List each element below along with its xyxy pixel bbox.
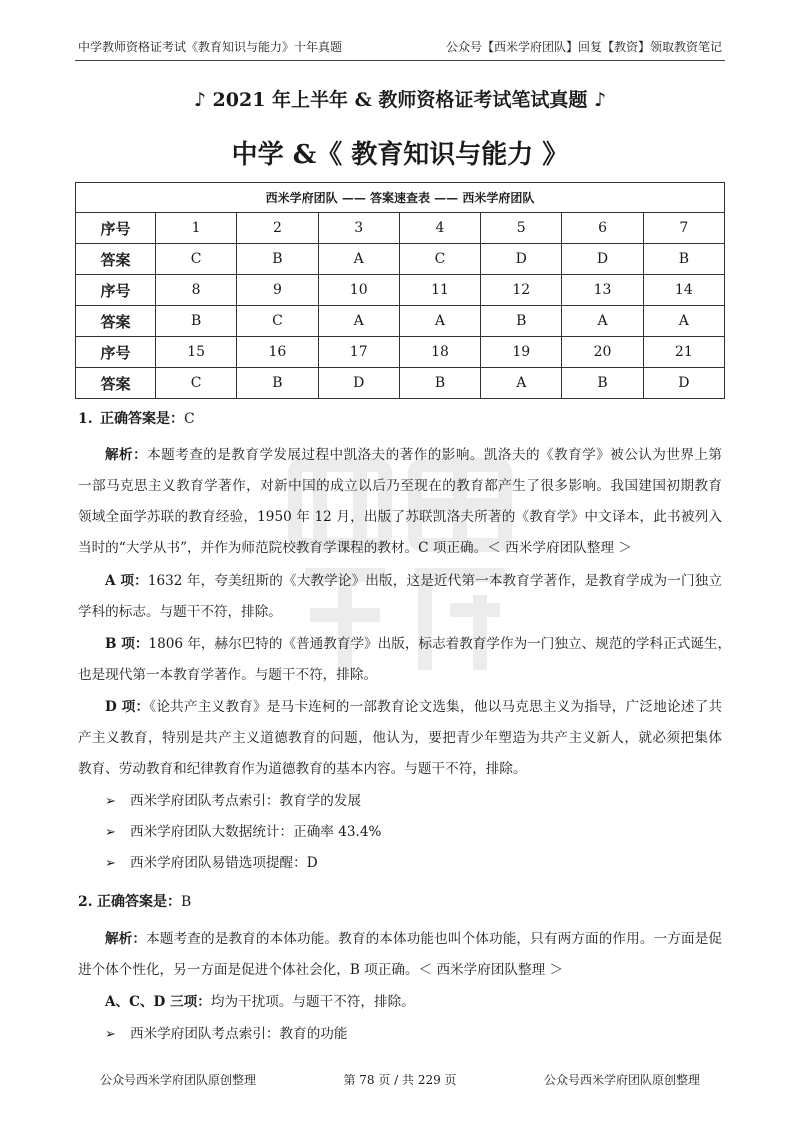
table-cell: 12 xyxy=(481,275,562,306)
question-2-notes xyxy=(78,1019,722,1050)
header-right-text: 公众号【西米学府团队】回复【教资】领取教资笔记 xyxy=(445,40,722,54)
option-label: B 项： xyxy=(105,636,149,652)
table-cell: 21 xyxy=(643,337,724,368)
row-label: 答案 xyxy=(76,244,156,275)
analysis-label: 解析： xyxy=(105,447,148,463)
analysis-label: 解析： xyxy=(105,931,147,947)
option-label: A 项： xyxy=(105,573,148,589)
note-text: 西米学府团队考点索引：教育的功能 xyxy=(130,1026,348,1042)
answer-label: 正确答案是： xyxy=(97,894,181,910)
table-cell: 10 xyxy=(318,275,399,306)
row-label: 序号 xyxy=(76,275,156,306)
table-row xyxy=(76,275,725,306)
answer-table xyxy=(75,182,725,399)
table-cell: B xyxy=(481,306,562,337)
table-cell: 2 xyxy=(237,213,318,244)
question-2-analysis xyxy=(78,924,722,986)
table-cell: 19 xyxy=(481,337,562,368)
table-cell: D xyxy=(562,244,643,275)
correct-answer: B xyxy=(181,894,192,910)
text-line: 进个体个性化，另一方面是促进个体社会化，B 项正确。＜ 西米学府团队整理 ＞ xyxy=(78,962,564,978)
table-caption: 西米学府团队 —— 答案速查表 —— 西米学府团队 xyxy=(76,183,725,213)
question-1-notes xyxy=(78,786,722,879)
table-cell: B xyxy=(237,244,318,275)
footer-left-text: 公众号西米学府团队原创整理 xyxy=(100,1073,257,1087)
table-cell: D xyxy=(481,244,562,275)
table-cell: 17 xyxy=(318,337,399,368)
page-subtitle: 中学 &《 教育知识与能力 》 xyxy=(231,140,569,170)
arrow-bullet-icon xyxy=(105,848,116,879)
table-cell: C xyxy=(156,244,237,275)
note-text: 西米学府团队考点索引：教育学的发展 xyxy=(130,793,362,809)
row-label: 序号 xyxy=(76,213,156,244)
table-cell: B xyxy=(156,306,237,337)
table-row xyxy=(76,368,725,399)
question-2-heading xyxy=(78,891,722,913)
line-text: 均为干扰项。与题干不符，排除。 xyxy=(210,994,415,1010)
table-cell: A xyxy=(318,244,399,275)
footer-right-text: 公众号西米学府团队原创整理 xyxy=(543,1073,700,1087)
text-line xyxy=(78,629,732,660)
table-cell: C xyxy=(156,368,237,399)
line-text: 《论共产主义教育》是马卡连柯的一部教育论文选集，他以马克思主义为指导，广泛地论述了共 xyxy=(149,699,722,715)
text-line: 产主义教育，特别是共产主义道德教育的问题，他认为，要把青少年塑造为共产主义新人，就必须把集体 xyxy=(78,730,722,746)
table-cell: 18 xyxy=(399,337,480,368)
table-cell: 7 xyxy=(643,213,724,244)
question-1-heading xyxy=(78,408,722,430)
line-text: 1632 年，夸美纽斯的《大教学论》出版，这是近代第一本教育学著作，是教育学成为一门独立 xyxy=(147,573,722,589)
line-text: 1806 年，赫尔巴特的《普通教育学》出版，标志着教育学作为一门独立、规范的学科正式诞生， xyxy=(148,636,732,652)
table-cell: C xyxy=(237,306,318,337)
question-1-analysis xyxy=(78,440,722,564)
text-line xyxy=(78,987,722,1018)
table-cell: 20 xyxy=(562,337,643,368)
text-line: 当时的“大学从书”，并作为师范院校教育学课程的教材。C 项正确。＜ 西米学府团队整理 ＞ xyxy=(78,540,632,556)
note-item xyxy=(78,1019,722,1050)
text-line xyxy=(78,440,722,471)
arrow-bullet-icon xyxy=(105,817,116,848)
table-cell: 4 xyxy=(399,213,480,244)
table-cell: 3 xyxy=(318,213,399,244)
question-2-option-acd xyxy=(78,987,722,1018)
note-text: 西米学府团队大数据统计：正确率 43.4% xyxy=(130,824,382,840)
table-cell: B xyxy=(399,368,480,399)
note-item xyxy=(78,817,722,848)
table-row xyxy=(76,213,725,244)
table-row xyxy=(76,244,725,275)
answer-label: 正确答案是： xyxy=(100,411,184,427)
correct-answer: C xyxy=(184,411,195,427)
text-line xyxy=(78,924,722,955)
text-line: 一部马克思主义教育学著作，对新中国的成立以后乃至现在的教育都产生了很多影响。我国建国初期教育 xyxy=(78,478,722,494)
line-text: 本题考查的是教育学发展过程中凯洛夫的著作的影响。凯洛夫的《教育学》被公认为世界上第 xyxy=(147,447,723,463)
arrow-bullet-icon xyxy=(105,786,116,817)
table-caption-row xyxy=(76,183,725,213)
table-cell: 15 xyxy=(156,337,237,368)
table-cell: 13 xyxy=(562,275,643,306)
row-label: 序号 xyxy=(76,337,156,368)
header-divider xyxy=(75,60,725,61)
table-cell: 6 xyxy=(562,213,643,244)
option-label: A、C、D 三项： xyxy=(105,994,211,1010)
table-cell: A xyxy=(562,306,643,337)
table-cell: A xyxy=(399,306,480,337)
option-label: D 项： xyxy=(105,699,150,715)
line-text: 本题考查的是教育的本体功能。教育的本体功能也叫个体功能，只有两方面的作用。一方面是促 xyxy=(146,931,723,947)
question-1-option-d xyxy=(78,692,722,785)
table-cell: A xyxy=(643,306,724,337)
table-cell: C xyxy=(399,244,480,275)
table-row xyxy=(76,337,725,368)
text-line: 也是现代第一本教育学著作。与题干不符，排除。 xyxy=(78,667,378,683)
text-line: 领域全面学苏联的教育经验，1950 年 12 月，出版了苏联凯洛夫所著的《教育学》中文译本，此书被列入 xyxy=(78,509,722,525)
note-item xyxy=(78,848,722,879)
note-text: 西米学府团队易错选项提醒：D xyxy=(130,855,318,871)
page-title: ♪ 2021 年上半年 & 教师资格证考试笔试真题 ♪ xyxy=(193,89,607,111)
table-cell: B xyxy=(562,368,643,399)
text-line xyxy=(78,566,722,597)
page-number: 第 78 页 / 共 229 页 xyxy=(343,1073,457,1087)
text-line xyxy=(78,692,722,723)
running-header xyxy=(78,40,722,54)
table-cell: 5 xyxy=(481,213,562,244)
table-cell: D xyxy=(318,368,399,399)
question-1-option-a xyxy=(78,566,722,628)
arrow-bullet-icon xyxy=(105,1019,116,1050)
text-line: 学科的标志。与题干不符，排除。 xyxy=(78,604,282,620)
question-number: 1. xyxy=(78,411,93,427)
table-cell: 9 xyxy=(237,275,318,306)
table-cell: A xyxy=(318,306,399,337)
table-cell: 1 xyxy=(156,213,237,244)
table-row xyxy=(76,306,725,337)
header-left-text: 中学教师资格证考试《教育知识与能力》十年真题 xyxy=(78,40,343,54)
question-1-option-b xyxy=(78,629,732,691)
note-item xyxy=(78,786,722,817)
table-cell: 8 xyxy=(156,275,237,306)
question-number: 2. xyxy=(78,894,93,910)
table-cell: 16 xyxy=(237,337,318,368)
table-cell: 14 xyxy=(643,275,724,306)
table-cell: B xyxy=(237,368,318,399)
table-cell: 11 xyxy=(399,275,480,306)
table-cell: B xyxy=(643,244,724,275)
table-cell: D xyxy=(643,368,724,399)
text-line: 教育、劳动教育和纪律教育作为道德教育的基本内容。与题干不符，排除。 xyxy=(78,761,527,777)
row-label: 答案 xyxy=(76,306,156,337)
table-cell: A xyxy=(481,368,562,399)
page-footer xyxy=(0,1073,800,1087)
row-label: 答案 xyxy=(76,368,156,399)
